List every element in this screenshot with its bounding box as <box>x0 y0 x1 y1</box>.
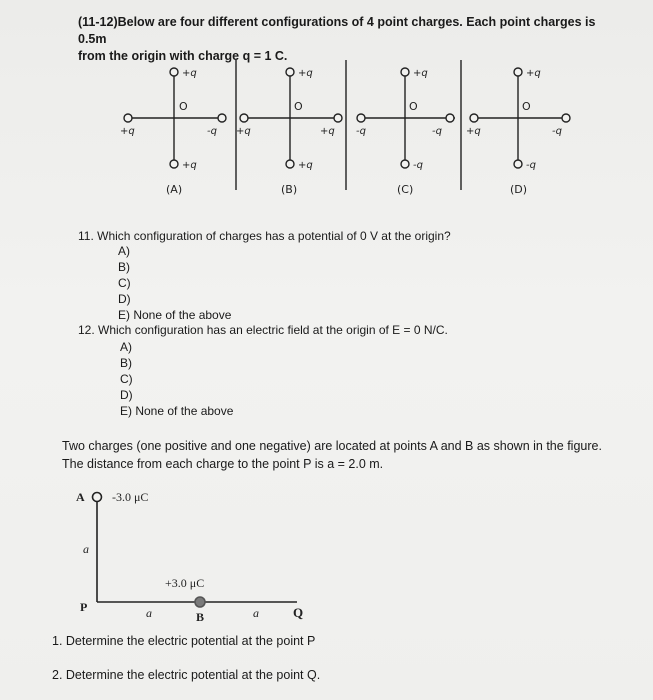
question-12: 12. Which configuration has an electric field at the origin of E = 0 N/C. <box>78 323 448 337</box>
config-d-origin: O <box>522 100 531 113</box>
config-b-left-charge: +q <box>236 126 251 137</box>
distance-a-right: a <box>253 606 259 620</box>
config-a-origin: O <box>179 100 188 113</box>
question-11: 11. Which configuration of charges has a potential of 0 V at the origin? <box>78 229 451 243</box>
task-1: 1. Determine the electric potential at the point P <box>52 634 316 648</box>
q12-option-b[interactable]: B) <box>120 356 132 370</box>
config-d-top-charge: +q <box>526 68 541 79</box>
config-a-top-charge: +q <box>182 68 197 79</box>
label-q-point: Q <box>293 605 304 620</box>
q11-option-c[interactable]: C) <box>118 276 131 290</box>
config-b-top-charge: +q <box>298 68 313 79</box>
config-a-bottom-charge: +q <box>182 160 197 171</box>
label-a-point: A <box>76 490 85 504</box>
q11-option-e[interactable]: E) None of the above <box>118 308 232 322</box>
q12-option-e[interactable]: E) None of the above <box>120 404 234 418</box>
charge-a-value: -3.0 μC <box>112 490 149 504</box>
config-d-right-charge: -q <box>552 126 562 137</box>
q11-option-a[interactable]: A) <box>118 244 130 258</box>
q11-option-d[interactable]: D) <box>118 292 131 306</box>
config-b-diagram <box>240 68 342 168</box>
charge-b-value: +3.0 μC <box>165 576 205 590</box>
label-p-point: P <box>80 600 88 614</box>
config-d-bottom-charge: -q <box>526 160 536 171</box>
header-line-1: (11-12)Below are four different configurations of 4 point charges. Each point charges is 0.5m <box>78 15 596 46</box>
config-c-diagram <box>357 68 455 168</box>
config-c-bottom-charge: -q <box>413 160 423 171</box>
distance-a-vertical: a <box>83 542 89 556</box>
config-b-origin: O <box>294 100 303 113</box>
q11-option-b[interactable]: B) <box>118 260 130 274</box>
config-d-diagram <box>470 68 570 168</box>
config-c-origin: O <box>409 100 418 113</box>
q12-option-a[interactable]: A) <box>120 340 132 354</box>
config-c-label: (C) <box>397 183 414 196</box>
config-a-label: (A) <box>166 183 183 196</box>
config-d-left-charge: +q <box>466 126 481 137</box>
config-d-label: (D) <box>510 183 528 196</box>
config-b-bottom-charge: +q <box>298 160 313 171</box>
header-line-2: from the origin with charge q = 1 C. <box>78 49 288 63</box>
label-b-point: B <box>196 610 205 624</box>
distance-a-left: a <box>146 606 152 620</box>
config-c-top-charge: +q <box>413 68 428 79</box>
config-a-left-charge: +q <box>120 126 135 137</box>
config-c-left-charge: -q <box>356 126 366 137</box>
config-a-diagram <box>124 68 226 168</box>
config-c-right-charge: -q <box>432 126 442 137</box>
config-b-right-charge: +q <box>320 126 335 137</box>
q12-option-c[interactable]: C) <box>120 372 133 386</box>
config-b-label: (B) <box>281 183 298 196</box>
problem-description: Two charges (one positive and one negative) are located at points A and B as shown in the figure. The distance from each charge to the point P is a = 2.0 m. <box>62 439 602 471</box>
q12-option-d[interactable]: D) <box>120 388 133 402</box>
task-2: 2. Determine the electric potential at the point Q. <box>52 668 321 682</box>
config-a-right-charge: -q <box>207 126 217 137</box>
